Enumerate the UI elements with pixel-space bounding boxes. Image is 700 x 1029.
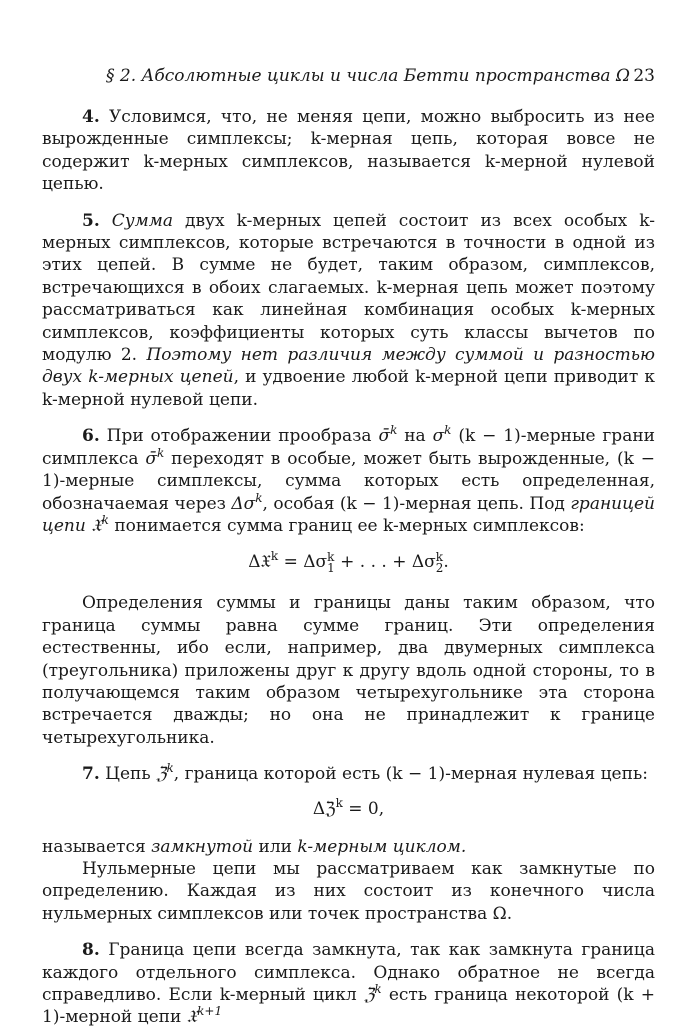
paragraph-text: При отображении прообраза [99,426,379,447]
paragraph-text: понимается сумма границ ее k-мерных симплексов: [108,515,585,536]
paragraph-4 [42,106,655,196]
math-chain-x: 𝔛$^{k+1}$ [186,1004,223,1028]
paragraph-text: Граница цепи всегда замкнута, так как замкнута граница каждого отдельного симплекса. Однако обратное не всегда справедливо. Если k-мерный цикл [42,940,655,1005]
emphasis-statement: Поэтому нет различия между суммой и разностью двух k-мерных цепей [42,345,655,388]
paragraph-text: Цепь [99,764,157,785]
paragraph-text: , особая (k − 1)-мерная цепь. Под [262,493,571,514]
item-number: 4. [82,107,100,127]
page-number: 23 [633,66,655,86]
formula-boundary: Δ𝔛$^k$ = Δσ k 1 + . . . + Δσ k 2 . [248,549,449,576]
section-title: § 2. Абсолютные циклы и числа Бетти пространства Ω [106,66,630,86]
term-cycle: k-мерным циклом. [297,836,467,857]
paragraph-text: двух k-мерных цепей состоит из всех особых k-мерных симплексов, которые встречаются в точности в одной из этих цепей. В сумме не будет, таким образом, симплексов, встречающихся в обоих слагаемых. k-мерная цепь может поэтому рассматриваться как линейная комбинация особых k-мерных симплексов, коэффициенты которых суть классы вычетов по модулю 2. [42,210,655,366]
item-number: 6. [82,426,100,447]
paragraph-8 [42,939,655,1029]
paragraph-6 [42,425,655,537]
item-number: 7. [82,764,100,785]
math-sigma: $\sigma^k$ [432,423,452,447]
book-page [42,66,655,1029]
math-cycle-z: ℨ$^k$ [363,982,382,1005]
item-number: 8. [82,940,100,961]
term-sum: Сумма [111,210,173,231]
paragraph-definitions: Определения суммы и границы даны таким образом, что граница суммы равна сумме границ. Эти определения естественны, ибо если, например, два двумерных симплекса (треугольника) приложены друг к другу вдоль одной стороны, то в получающемся таким образом четырехугольнике эта сторона встречается дважды; но она не принадлежит к границе четырехугольника. [42,593,655,748]
paragraph-text: переходят в особые, может быть вырожденные, (k − 1)-мерные симплексы, сумма которых есть определенная, обозначаемая через [42,448,656,514]
math-cycle-z: ℨ$^k$ [156,761,174,785]
math-sigma-bar: σ̄$^k$ [378,423,398,447]
paragraph-7 [42,763,655,785]
math-delta-sigma: $\Delta\sigma^k$ [231,490,263,514]
paragraph-text: на [397,426,433,447]
paragraph-text: Условимся, что, не меняя цепи, можно выбросить из нее вырожденные симплексы; k-мерная цепь, которая вовсе не содержит k-мерных симплексов, называется k-мерной нулевой цепью. [42,107,655,195]
paragraph-text: (k − 1)-мерные грани симплекса [42,426,655,469]
paragraph-text: , граница которой есть (k − 1)-мерная нулевая цепь: [173,764,648,785]
term-closed: замкнутой [151,836,254,857]
math-sigma-bar: σ̄$^k$ [145,445,165,469]
term-boundary: границей цепи [42,493,655,536]
paragraph-text: есть граница некоторой (k + 1)-мерной цепи [42,985,655,1028]
formula-cycle: Δℨ$^k$ = 0, [312,795,385,819]
paragraph-5 [42,210,655,412]
running-header [42,66,655,92]
item-number: 5. [82,210,100,231]
math-chain-x: 𝔛$^k$ [91,512,109,536]
paragraph-text: , и удвоение любой k-мерной цепи приводит к k-мерной нулевой цепи. [42,367,655,410]
paragraph-zero-dim: Нульмерные цепи мы рассматриваем как замкнутые по определению. Каждая из них состоит из конечного числа нульмерных симплексов или точек пространства Ω. [42,858,655,924]
paragraph-cycle-def: называется замкнутой или k-мерным циклом. [42,836,467,857]
